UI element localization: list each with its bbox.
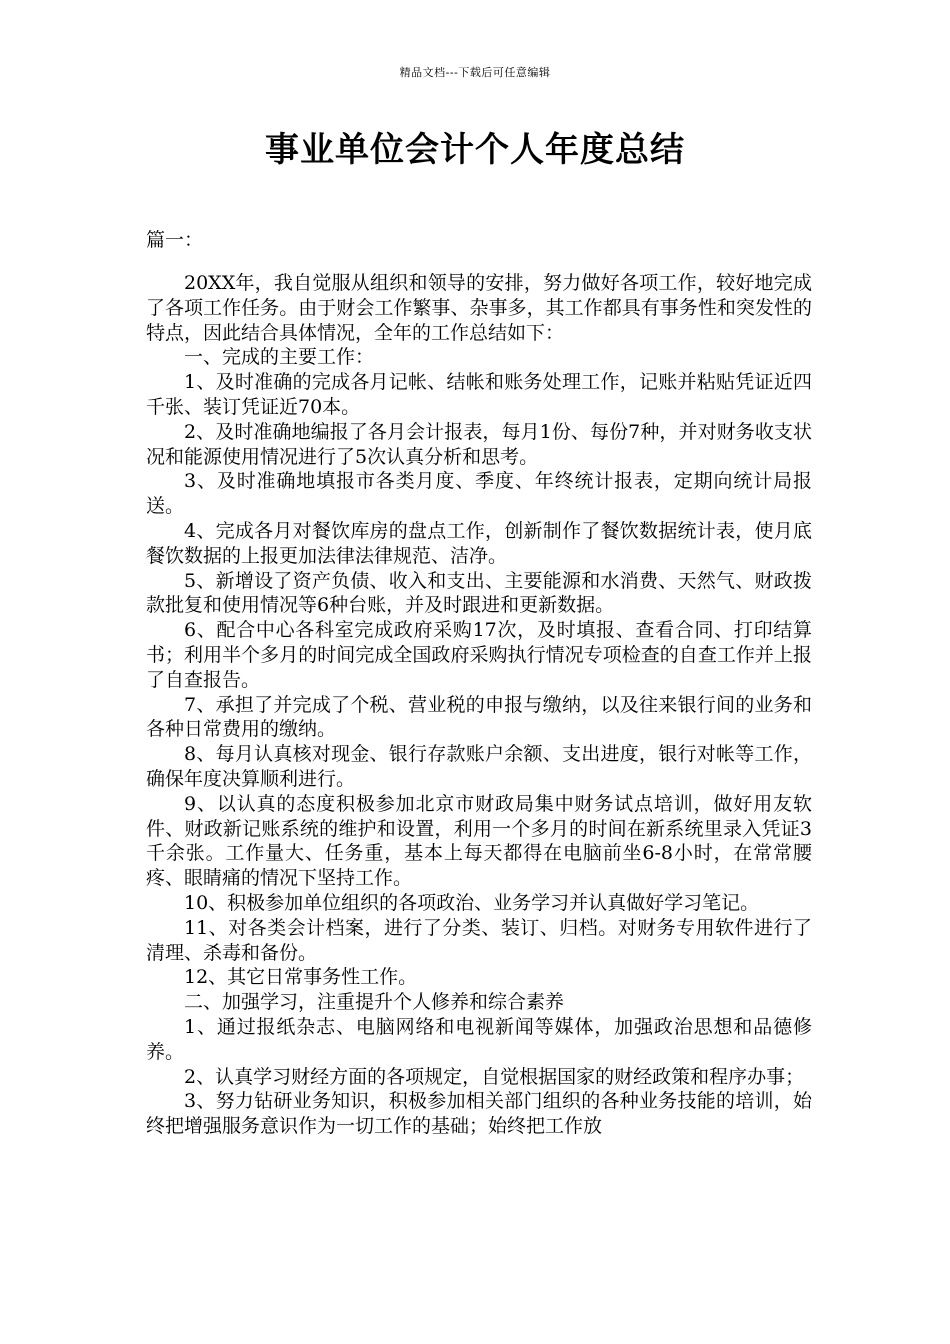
section-label: 篇一： bbox=[146, 229, 204, 251]
paragraph: 二、加强学习，注重提升个人修养和综合素养 bbox=[184, 991, 565, 1014]
paragraph: 3、努力钻研业务知识，积极参加相关部门组织的各种业务技能的培训，始终把增强服务意识作为一切工作的基础；始终把工作放 bbox=[146, 1090, 812, 1138]
document-body bbox=[146, 271, 812, 1139]
paragraph: 12、其它日常事务性工作。 bbox=[184, 966, 418, 989]
paragraph: 11、对各类会计档案，进行了分类、装订、归档。对财务专用软件进行了清理、杀毒和备份。 bbox=[146, 916, 812, 964]
paragraph: 6、配合中心各科室完成政府采购17次，及时填报、查看合同、打印结算书；利用半个多月的时间完成全国政府采购执行情况专项检查的自查工作并上报了自查报告。 bbox=[146, 619, 812, 691]
document-title: 事业单位会计个人年度总结 bbox=[265, 130, 685, 170]
paragraph: 9、以认真的态度积极参加北京市财政局集中财务试点培训，做好用友软件、财政新记账系统的维护和设置，利用一个多月的时间在新系统里录入凭证3千余张。工作量大、任务重，基本上每天都得在电脑前坐6-8小时，在常常腰疼、眼睛痛的情况下坚持工作。 bbox=[146, 792, 812, 890]
paragraph: 7、承担了并完成了个税、营业税的申报与缴纳，以及往来银行间的业务和各种日常费用的缴纳。 bbox=[146, 693, 812, 741]
paragraph: 5、新增设了资产负债、收入和支出、主要能源和水消费、天然气、财政拨款批复和使用情况等6种台账，并及时跟进和更新数据。 bbox=[146, 569, 812, 617]
paragraph: 10、积极参加单位组织的各项政治、业务学习并认真做好学习笔记。 bbox=[184, 891, 760, 914]
paragraph: 1、及时准确的完成各月记帐、结帐和账务处理工作，记账并粘贴凭证近四千张、装订凭证近70本。 bbox=[146, 371, 812, 418]
paragraph: 2、及时准确地编报了各月会计报表，每月1份、每份7种，并对财务收支状况和能源使用情况进行了5次认真分析和思考。 bbox=[146, 420, 812, 468]
paragraph: 一、完成的主要工作： bbox=[184, 346, 375, 369]
paragraph: 8、每月认真核对现金、银行存款账户余额、支出进度，银行对帐等工作，确保年度决算顺利进行。 bbox=[146, 743, 812, 790]
page-header: 精品文档---下载后可任意编辑 bbox=[399, 66, 551, 79]
paragraph: 20XX年，我自觉服从组织和领导的安排，努力做好各项工作，较好地完成了各项工作任务。由于财会工作繁事、杂事多，其工作都具有事务性和突发性的特点，因此结合具体情况，全年的工作总结如下： bbox=[146, 272, 812, 344]
paragraph: 1、通过报纸杂志、电脑网络和电视新闻等媒体，加强政治思想和品德修养。 bbox=[146, 1015, 812, 1063]
paragraph: 2、认真学习财经方面的各项规定，自觉根据国家的财经政策和程序办事； bbox=[184, 1065, 805, 1088]
paragraph: 4、完成各月对餐饮库房的盘点工作，创新制作了餐饮数据统计表，使月底餐饮数据的上报更加法律法律规范、洁净。 bbox=[146, 519, 812, 567]
paragraph: 3、及时准确地填报市各类月度、季度、年终统计报表，定期向统计局报送。 bbox=[146, 470, 812, 518]
